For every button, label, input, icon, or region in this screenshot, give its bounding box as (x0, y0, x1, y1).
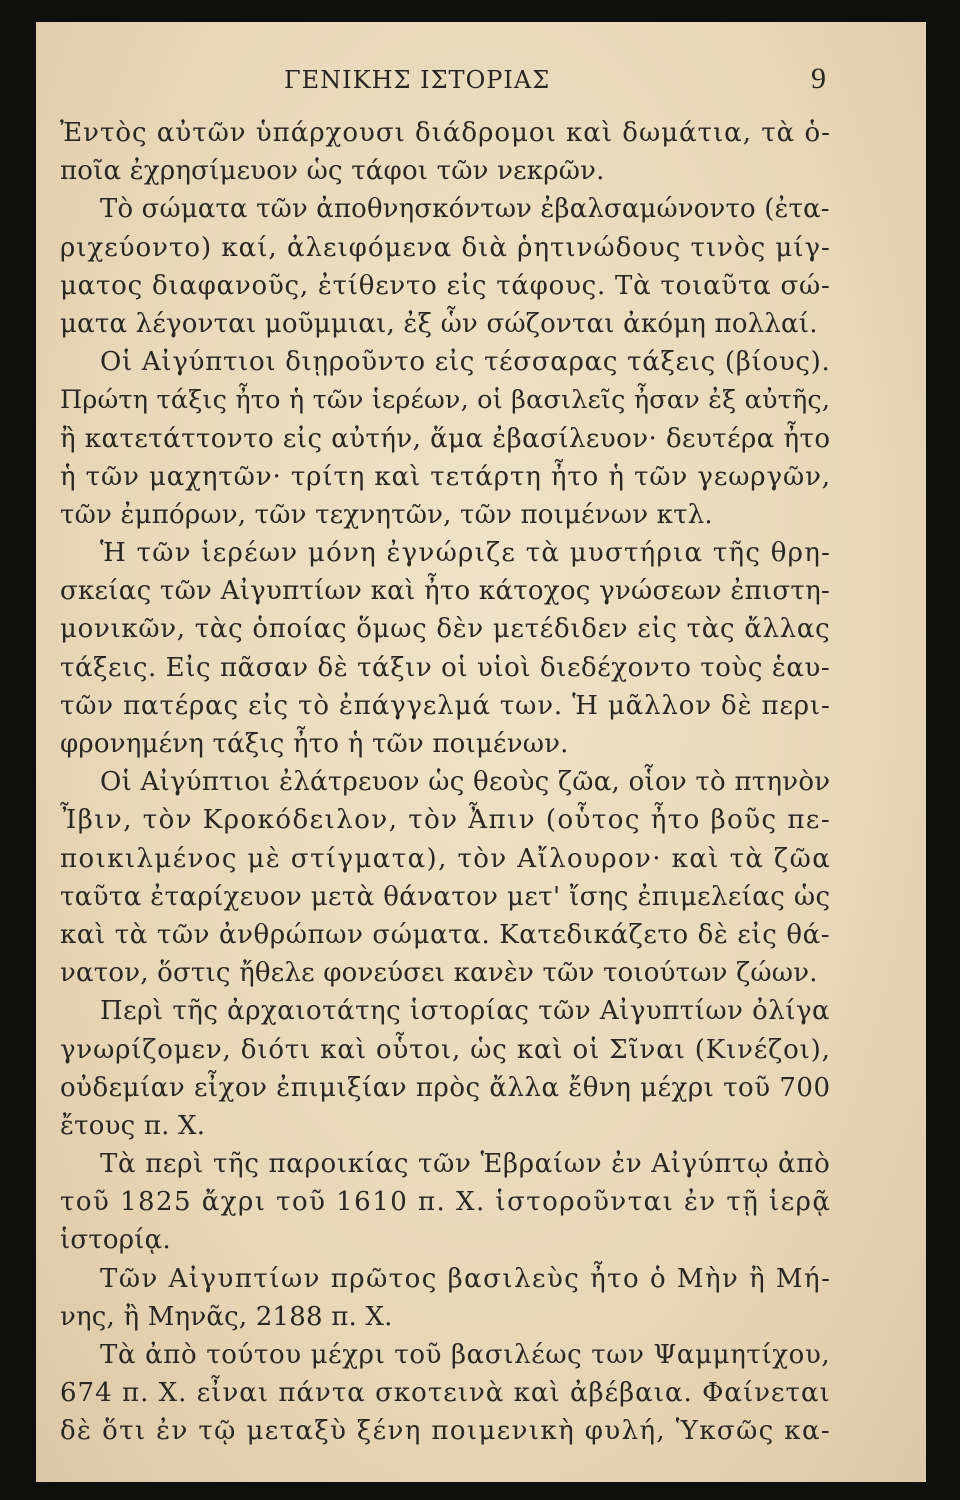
text-line: ἱστορίᾳ. (60, 1225, 171, 1256)
text-line: ἡ τῶν μαχητῶν· τρίτη καὶ τετάρτη ἦτο ἡ τῶν γεωργῶν, (60, 461, 831, 492)
text-line: σκείας τῶν Αἰγυπτίων καὶ ἦτο κάτοχος γνώσεων ἐπιστη- (60, 576, 830, 607)
text-line: καὶ τὰ τῶν ἀνθρώπων σώματα. Κατεδικάζετο δὲ εἰς θά- (60, 919, 831, 950)
text-line: δὲ ὅτι ἐν τῷ μεταξὺ ξένη ποιμενικὴ φυλή, Ὑκσῶς κα- (60, 1416, 832, 1447)
text-line: ἔτους π. Χ. (60, 1110, 206, 1141)
text-line: Τῶν Αἰγυπτίων πρῶτος βασιλεὺς ἦτο ὁ Μὴν ἢ Μή- (100, 1263, 832, 1294)
text-line: τῶν ἐμπόρων, τῶν τεχνητῶν, τῶν ποιμένων κτλ. (60, 499, 713, 530)
text-line: Οἱ Αἰγύπτιοι ἐλάτρευον ὡς θεοὺς ζῶα, οἷον τὸ πτηνὸν (100, 767, 831, 798)
text-line: ταῦτα ἐταρίχευον μετὰ θάνατον μετ' ἴσης ἐπιμελείας ὡς (60, 881, 831, 912)
text-line: τοῦ 1825 ἄχρι τοῦ 1610 π. Χ. ἱστοροῦνται ἐν τῇ ἱερᾷ (60, 1187, 832, 1218)
text-line: οὐδεμίαν εἶχον ἐπιμιξίαν πρὸς ἄλλα ἔθνη μέχρι τοῦ 700 (60, 1072, 831, 1103)
text-line: Ἐντὸς αὐτῶν ὑπάρχουσι διάδρομοι καὶ δωμάτια, τὰ ὁ- (60, 118, 831, 148)
body-text (60, 114, 830, 1451)
text-line: ματος διαφανοῦς, ἐτίθεντο εἰς τάφους. Τὰ τοιαῦτα σώ- (60, 270, 831, 301)
text-line: Πρώτη τάξις ἦτο ἡ τῶν ἱερέων, οἱ βασιλεῖς ἦσαν ἐξ αὐτῆς, (60, 385, 831, 416)
text-line: ριχεύοντο) καί, ἀλειφόμενα διὰ ῥητινώδους τινὸς μίγ- (60, 232, 831, 263)
text-line: μονικῶν, τὰς ὁποίας ὅμως δὲν μετέδιδεν εἰς τὰς ἄλλας (60, 614, 831, 645)
page-header (36, 62, 926, 102)
text-line: τάξεις. Εἰς πᾶσαν δὲ τάξιν οἱ υἱοὶ διεδέχοντο τοὺς ἑαυ- (60, 652, 831, 683)
text-line: Ἶβιν, τὸν Κροκόδειλον, τὸν Ἆπιν (οὗτος ἦτο βοῦς πε- (60, 805, 832, 836)
running-title: ΓΕΝΙΚΗΣ ΙΣΤΟΡΙΑΣ (284, 66, 551, 94)
text-line: ματα λέγονται μοῦμμιαι, ἐξ ὧν σώζονται ἀκόμη πολλαί. (60, 308, 818, 339)
page-number: 9 (811, 62, 826, 95)
text-line: Οἱ Αἰγύπτιοι διῃροῦντο εἰς τέσσαρας τάξεις (βίους). (100, 347, 831, 378)
text-line: τῶν πατέρας εἰς τὸ ἐπάγγελμά των. Ἡ μᾶλλον δὲ περι- (60, 690, 831, 721)
text-line: Τὸ σώματα τῶν ἀποθνησκόντων ἐβαλσαμώνοντο (ἐτα- (100, 194, 830, 225)
text-line: ποικιλμένος μὲ στίγματα), τὸν Αἴλουρον· καὶ τὰ ζῶα (60, 843, 832, 874)
text-line: Ἡ τῶν ἱερέων μόνη ἐγνώριζε τὰ μυστήρια τῆς θρη- (100, 538, 832, 569)
text-line: φρονημένη τάξις ἦτο ἡ τῶν ποιμένων. (60, 729, 569, 759)
book-page (36, 22, 926, 1482)
text-line: ποῖα ἐχρησίμευον ὡς τάφοι τῶν νεκρῶν. (60, 156, 605, 187)
text-line: νατον, ὅστις ἤθελε φονεύσει κανὲν τῶν τοιούτων ζώων. (60, 958, 818, 989)
text-line: γνωρίζομεν, διότι καὶ οὗτοι, ὡς καὶ οἱ Σῖναι (Κινέζοι), (60, 1034, 831, 1065)
text-line: Τὰ περὶ τῆς παροικίας τῶν Ἑβραίων ἐν Αἰγύπτῳ ἀπὸ (100, 1149, 831, 1180)
text-line: νης, ἢ Μηνᾶς, 2188 π. Χ. (60, 1301, 393, 1332)
text-line: 674 π. Χ. εἶναι πάντα σκοτεινὰ καὶ ἀβέβαια. Φαίνεται (60, 1378, 831, 1409)
text-line: Περὶ τῆς ἀρχαιοτάτης ἱστορίας τῶν Αἰγυπτίων ὀλίγα (100, 996, 831, 1027)
text-line: Τὰ ἀπὸ τούτου μέχρι τοῦ βασιλέως των Ψαμμητίχου, (100, 1340, 831, 1370)
text-line: ἢ κατετάττοντο εἰς αὐτήν, ἅμα ἐβασίλευον· δευτέρα ἦτο (60, 423, 831, 454)
